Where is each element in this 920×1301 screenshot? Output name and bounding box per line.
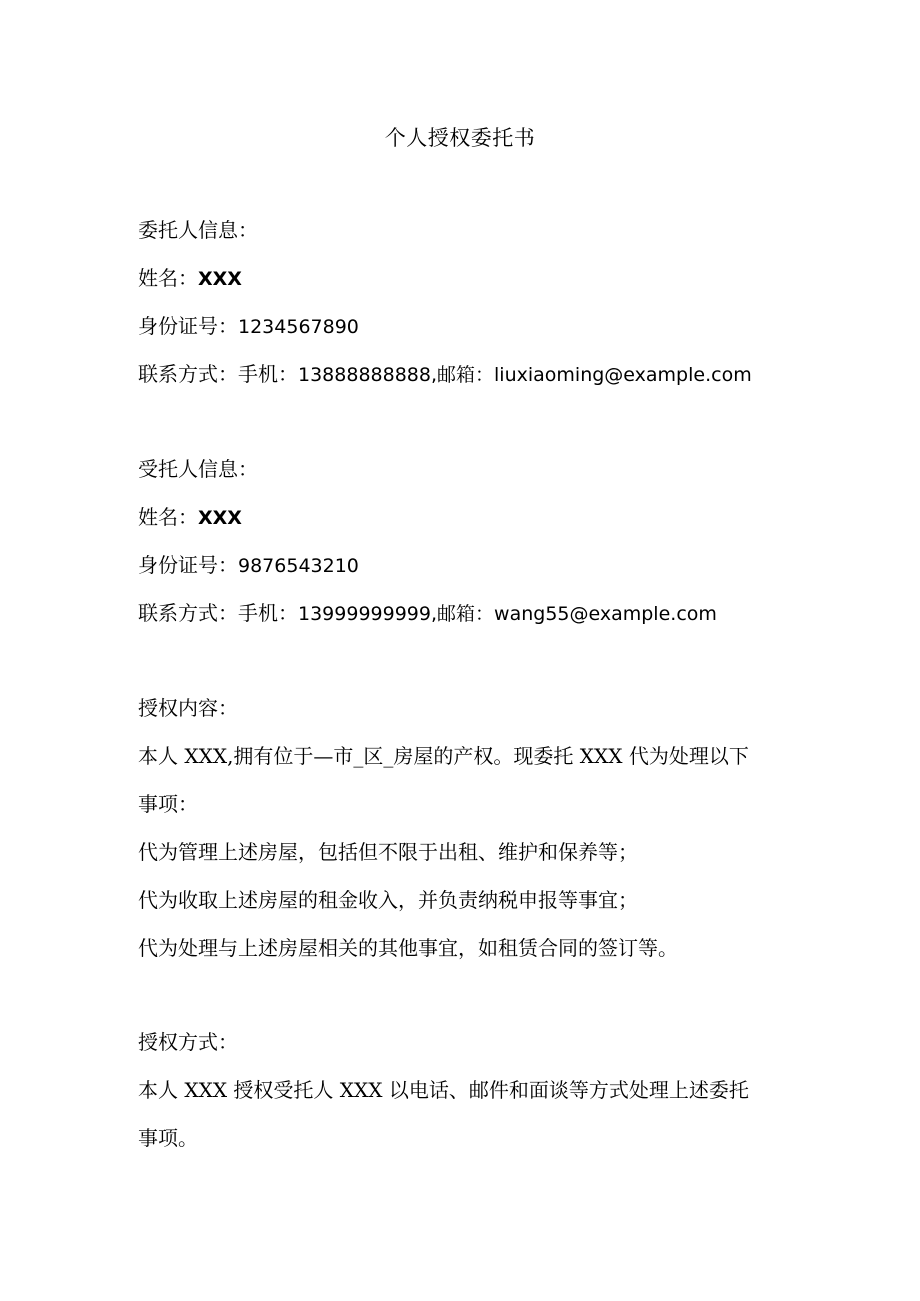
agent-contact-line — [138, 599, 778, 628]
principal-id-line — [138, 312, 778, 341]
principal-id-label: 身份证号： — [138, 314, 238, 338]
agent-id-line — [138, 551, 778, 580]
principal-phone: 13888888888 — [298, 364, 431, 386]
agent-contact-label: 联系方式：手机： — [138, 601, 298, 625]
agent-phone: 13999999999 — [298, 603, 431, 625]
agent-name-label: 姓名： — [138, 505, 198, 529]
principal-contact-label: 联系方式：手机： — [138, 362, 298, 386]
agent-name-value: XXX — [198, 507, 242, 529]
authorization-content-paragraph: 本人 XXX,拥有位于—市_区_房屋的产权。现委托 XXX 代为处理以下事项： — [138, 744, 749, 816]
authorization-method-heading: 授权方式： — [138, 1030, 238, 1054]
principal-heading: 委托人信息： — [138, 218, 258, 242]
authorization-method-paragraph: 本人 XXX 授权受托人 XXX 以电话、邮件和面谈等方式处理上述委托事项。 — [138, 1078, 749, 1150]
authorization-item: 代为收取上述房屋的租金收入，并负责纳税申报等事宜； — [138, 888, 638, 912]
principal-contact-line — [138, 360, 778, 389]
agent-name-line — [138, 503, 778, 532]
principal-id-value: 1234567890 — [238, 316, 359, 338]
agent-email: wang55@example.com — [494, 603, 717, 625]
principal-name-value: XXX — [198, 268, 242, 290]
agent-heading: 受托人信息： — [138, 457, 258, 481]
principal-name-label: 姓名： — [138, 266, 198, 290]
principal-name-line — [138, 264, 778, 293]
authorization-content-heading: 授权内容： — [138, 696, 238, 720]
document-title: 个人授权委托书 — [384, 126, 536, 150]
principal-email: liuxiaoming@example.com — [494, 364, 752, 386]
agent-email-label: ,邮箱： — [430, 603, 495, 625]
authorization-item: 代为处理与上述房屋相关的其他事宜，如租赁合同的签订等。 — [138, 936, 678, 960]
authorization-item: 代为管理上述房屋，包括但不限于出租、维护和保养等； — [138, 840, 638, 864]
agent-id-value: 9876543210 — [238, 555, 359, 577]
agent-id-label: 身份证号： — [138, 553, 238, 577]
principal-email-label: ,邮箱： — [430, 364, 495, 386]
